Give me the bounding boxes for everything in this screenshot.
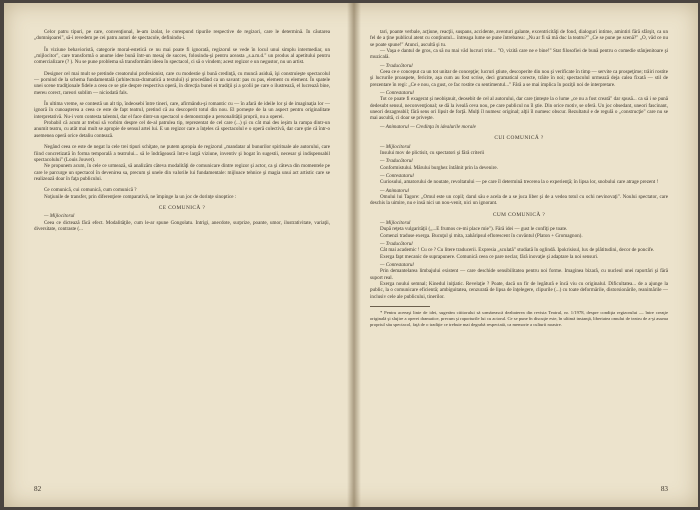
paragraph: Probabil că acum ar trebui să vorbim despre cel de-al patrulea tip, reprezentat de cel care (...) şi cu cât mai des ieşim la rampa dintr-un anumit teatru, cu atât mai mult se apropie de sensul artei lui. E un regizor care a înţeles că spectacolul e o operă colectivă, dar care ştie că într-o asemenea operă orice detaliu contează. [34,120,330,139]
role-label: — Traducătorul [380,158,413,165]
paragraph: Cât mai academic ! Cu ce ? Cu litere traducerii. Expresia „sculată" studiată în oglindă. Ipokrisisul, lux de plătitudini, decor de poncife. [380,247,655,254]
role-label: — Traducătorul [380,240,413,247]
left-page [34,3,330,507]
paragraph: tari, poante verbale, acţiune, reacţii, suspans, accidente, aventuri galante, excentricităţi de fond, dialoguri intime, amintiri fără sfârşit, ca un fel de a ţine publicul atent cu conţinutul... întreaga lume se pune întrebarea: „Nu ar fi să mă duc la teatru?" „Ce se pune pe scenă?" „O, văd ce nu se poate spune!" Atunci, ascultă şi tu. [370,29,668,48]
book-gutter [347,3,361,507]
paragraph: Ne propunem acum, în cele ce urmează, să analizăm câteva modalităţi de comunicare dintre regizor şi actor, ca şi câteva din momentele pe care le parcurge un spectacol în devenirea sa, precum şi unele din valorile lui fundamentale: mijloace tehnice şi magia unui act artistic care se realizează doar în faţa publicului. [34,163,330,182]
paragraph: — Vaşa e dantul de gros, ca să nu mai văd lucruri trist... "O, vizită care ne e bine!" Stat filosofiei de bună pentru o comedie stânjenitoare şi muzicală. [370,48,668,61]
book-spread [4,3,698,507]
role-label: — Mijlocitorul [380,143,411,150]
role-label: — Contestatarul [380,262,414,268]
footnote: * Pentru aceeaşi linie de idei, sugerăm cititorului să urmărească dezbaterea din revista Teatrul, nr. 1/1978, despre condiţia regizorului — între creaţie originală şi slujire a operei dramatice, precum şi raporturile lui cu actorul. Ce se pune în discuţie este, în ultimă instanţă, libertatea omului de teatru de a-şi asuma propriul său spectacol, faţă de o tradiţie ce trebuie mai degrabă respectată, ca memorie a culturii noastre. [370,310,668,327]
paragraph: Conformistului. Mărului burghez întâlnit prin la devenire. [380,164,498,171]
paragraph: Tot ce poate fi exagerat şi neobişnuit, deosebit de cel al autorului, dar care ţinteşte la o lume „ce nu a fost creată" dar spusă... ca să i se pună dedesubt sensul, neconvenţional; se dă la iveală ceva nou, pe care publicul nu îl ştie. Din orice motiv, se oferă. Un joc obsedant, uneori fascinant, uneori dezagreabil; fără sens ori lipsit de forţă. Mulţi îl numesc original; alţii îl numesc obscur. Rezultatul e de regulă o „construcţie" care nu se mai ascultă, ci doar se priveşte. [370,96,668,122]
paragraph: Comenzi traduse exerga. Bucuţul şi mita, zahăripsul eflorescent în cuvântul (Platon + Gromagnon). [380,232,583,239]
paragraph: În ultima vreme, se contestă un alt tip, îndeosebi între tineri, care, afirmându-şi romantic cu — în afară de ideile lor şi de imaginaţia lor — ignoră în cunoaşterea a ceea ce este de fapt teatrul, pretind că au descoperit totul din nou. El porneşte de la un aspect pentru originalitate interpretativă. Nu-i vom contesta talentul, dar el face dintr-un spectacol o demonstraţie a personalităţii proprii, nu a operei. [34,101,330,120]
paragraph: Exerga noului semnal; Kinedul iniţiatic. Revelaţie ? Poate, dacă un fir de legătură e încă viu cu originalul. Dificultatea... de a ajunge la public, la o comunicare eficientă; ambiguitatea, cenzurată de lipsa de înţelegere, clipurile (...) cu toate deformările, distorsionările, reanimările — inclusiv cele ale publicului, tinerilor. [370,281,668,300]
paragraph: Omului lui Tagore: „Omul este un copil; darul său e acela de a se juca liber şi de a vedea totul cu ochi nevinovaţi". Noului spectator, care deschis la uimire, nu e insă nici un nou-venit, nici un ignorant. [370,193,668,207]
role-label: — Contestatarul [380,172,414,179]
page-number: 83 [660,485,668,493]
right-page [370,3,668,507]
paragraph: După reţeta vulgarităţii („...E frumos ce-mi place mie"). Fără idei — gust le confiţi pe toate. [380,226,568,233]
left-page-text [34,29,330,477]
footnote-separator [370,306,430,307]
paragraph: Celor patru tipuri, pe care, convenţional, le-am izolat, le corespund tipurile respective de regizori, care le determină. În căutarea „domnişoarei", să-i revedem pe cei patru autori de spectacole, definindu-i. [34,29,330,42]
paragraph: Ceea ce dictează făcă efect. Modalităţile, cum le-ar spune Gongolatu. Intrigi, anecdote, surprize, poante, umor, ilustrativitate, variaţii, diversitate, contraste (... [34,219,330,232]
role-label: — Traducătorul [380,62,413,69]
page-number: 82 [34,485,42,493]
paragraph: Designer cel mai mult se pretinde creatorului profesionist, care cu modestie şi bună credinţă, cu muncă asiduă, îşi construieşte spectacolul — pornind de la schema fundamentală (arhitectura-dramatică a textului) şi procedând ca un savant: pas cu pas, element cu element. În spatele unei scene tradiţionale fidele a ceea ce se ştie despre respectiva operă, în direcţia bunei ei tradiţii şi a şcolii pe care o ilustrează, el lucrează bine, mereu corect, rareori sublim — niciodată fals. [34,70,330,96]
role-label: — Mijlocitorul [44,213,75,220]
paragraph: Ceea ce e conceput ca un tot unitar de concepţie; lucruri ştiute, descoperite din nou şi verificate în timp — servite ca prospeţime; trăiri rostite şi lucrurile proaspete, fericite, aşa cum au fost scrise, deci gramatical corecte, trăite în noi; spectacolul urmează deja calea fixată — stil de prezentare în regi: „Ce e nou, ca gust, ce fac rostite cu sentimentul..." Fără a se mai implica în poziţii noi de interpretare. [370,69,668,88]
paragraph: Prin demantelarea limbajului existent — care deschide sensibilitatea pentru noi forme. Imaginea bizară, cu nucleul unei raportări şi fără suport real. [370,268,668,281]
paragraph: În viziune behavioristă, categorie moral-estetică ce nu mai poate fi ignorată, regizorul se vede în locul unui simplu intermediar, un „mijlocitor", care transformă o anume idee bună într-un mesaj de succes, folosindu-şi pentru aceasta „s.a.m.d." un produs al apetitului pentru comercializare (? ). Nu se pune problema să transformăm ideea în spectacol, ci să o vindem; acest regizor e un negustor, nu un artist. [34,46,330,66]
right-page-text [370,29,668,477]
question-line: Ce comunică, cui comunică, cum comunică ? [44,187,137,194]
paragraph: Negând ceea ce este de negat la cele trei tipuri schiţate, ne putem apropia de regizorul „mandatar al bunurilor spirituale ale autorului, care fiind concretizată în forma temporală a teatrului... să le îndrăgească într-o largă viziune, inventiv şi bogat în sugestii, necesar şi indispensabil spectacolului" (Louis Jouvet). [34,144,330,163]
section-heading: CUM COMUNICĂ ? [492,211,546,218]
paragraph: Curiosului, amatorului de noutate, revoltatului — pe care îl determină trecerea la o experienţă; în lipsa lor, snobului care atrage prezent ! [380,179,659,186]
paragraph: Noţiunile de transfer, prin diferenţiere comparativă, ne împinge la un joc de dorinţe sinoptice : [44,193,237,200]
section-heading: CUI COMUNICĂ ? [494,135,544,142]
paragraph: Insului mov de plictisit, cu spectatori şi fără criterii [380,149,485,156]
role-label: — Mijlocitorul [380,219,411,226]
section-heading: CE COMUNICĂ ? [158,204,206,211]
role-label: — Animatorul [380,187,409,194]
role-label: — Contestatarul [380,90,414,97]
role-label: — Animatorul — Credinţa în idealurile morale [380,123,476,130]
paragraph: Exerga fapt mecanic de suprapunere. Comunică ceea ce pare neclar, fără inovaţie şi adaptare la noi sensuri. [380,253,599,260]
